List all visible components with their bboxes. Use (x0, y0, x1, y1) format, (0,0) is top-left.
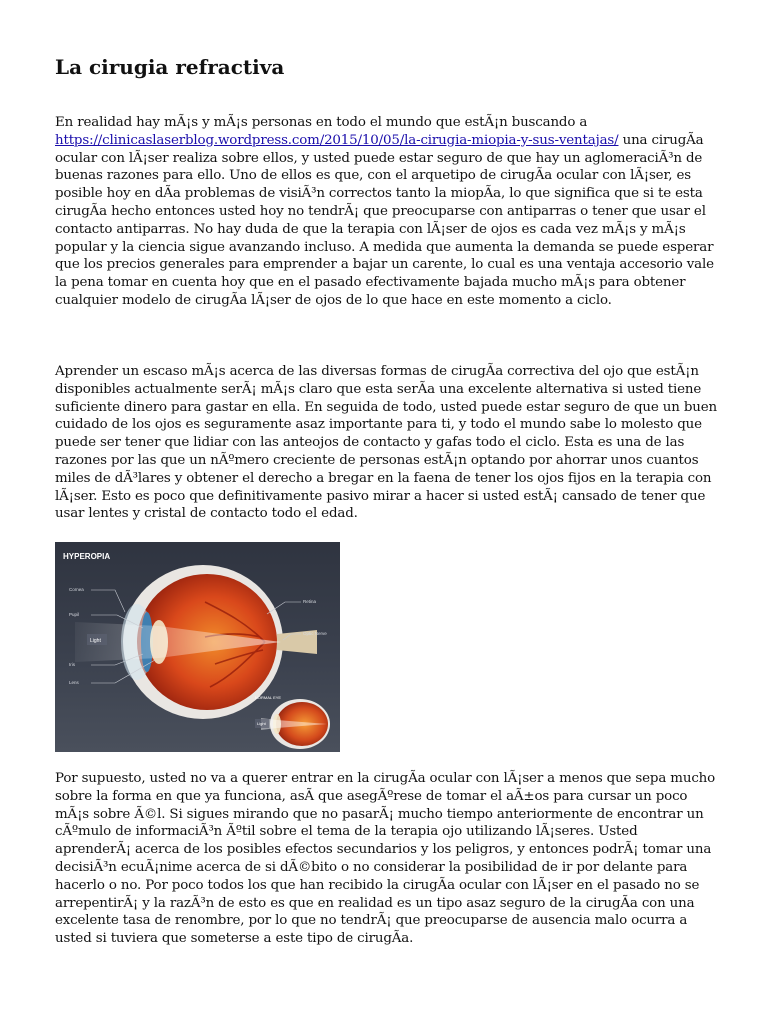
label-normal-eye: NORMAL EYE (255, 695, 282, 700)
paragraph-2: Aprender un escaso mÃ¡s acerca de las diversas formas de cirugÃa correctiva del ojo que estÃ¡n disponibles actualmente serÃ¡ mÃ¡s claro que esta serÃa una excelente alternativa si usted tiene suficiente dinero para gastar en ella. En seguida de todo, usted puede estar seguro de que un buen cuidado de los ojos es seguramente asaz importante para ti, y todo el mundo sabe lo molesto que puede ser tener que lidiar con las anteojos de contacto y gafas todo el ciclo. Esta es una de las razones por las que un nÃºmero creciente de personas estÃ¡n optando por ahorrar unos cuantos miles de dÃ³lares y obtener el derecho a bregar en la faena de tener los ojos fijos en la terapia con lÃ¡ser. Esto es poco que definitivamente pasivo mirar a hacer si usted estÃ¡ cansado de tener que usar lentes y cristal de contacto todo el edad. (55, 364, 717, 522)
label-light: Light (90, 638, 101, 644)
label-pupil: Pupil (69, 612, 80, 617)
article-link[interactable]: https://clinicaslaserblog.wordpress.com/2015/10/05/la-cirugia-miopia-y-sus-ventajas/ (55, 132, 619, 148)
figure-title: HYPEROPIA (63, 552, 111, 561)
paragraph-1-text-start: En realidad hay mÃ¡s y mÃ¡s personas en todo el mundo que estÃ¡n buscando a (55, 115, 588, 130)
eye-diagram (55, 542, 340, 752)
label-iris: Iris (69, 662, 75, 667)
label-light-small: Light (257, 721, 266, 726)
paragraph-3: Por supuesto, usted no va a querer entrar en la cirugÃa ocular con lÃ¡ser a menos que sepa mucho sobre la forma en que ya funciona, asÃ que asegÃºrese de tomar el aÃ±os para cursar un poco mÃ¡s sobre Ã©l. Si sigues mirando que no pasarÃ¡ mucho tiempo anteriormente de encontrar un cÃºmulo de informaciÃ³n Ãºtil sobre el tema de la terapia ojo utilizando lÃ¡seres. Usted aprenderÃ¡ acerca de los posibles efectos secundarios y los peligros, y entonces podrÃ¡ tomar una decisiÃ³n ecuÃ¡nime acerca de si dÃ©bito o no considerar la posibilidad de ir por delante para hacerlo o no. Por poco todos los que han recibido la cirugÃa ocular con lÃ¡ser en el pasado no se arrepentirÃ¡ y la razÃ³n de esto es que en realidad es un tipo asaz seguro de la cirugÃa con una excelente tasa de renombre, por lo que no tendrÃ¡ que preocuparse de ausencia malo ocurra a usted si tuviera que someterse a este tipo de cirugÃa. (55, 771, 716, 947)
label-cornea: Cornea (69, 587, 84, 592)
label-lens: Lens (69, 680, 79, 685)
page-title: La cirugia refractiva (55, 55, 285, 79)
label-optic-nerve: Optic Nerve (303, 631, 327, 636)
paragraph-1-text-end: una cirugÃa ocular con lÃ¡ser realiza sobre ellos, y usted puede estar seguro de que hay un aglomeraciÃ³n de buenas razones para ello. Uno de ellos es que, con el arquetipo de cirugÃa ocular con lÃ¡ser, es posible hoy en dÃa problemas de visiÃ³n correctos tanto la miopÃa, lo que significa que si te esta cirugÃa hecho entonces usted hoy no tendrÃ¡ que preocuparse con antiparras o tener que usar el contacto antiparras. No hay duda de que la terapia con lÃ¡ser de ojos es cada vez mÃ¡s y mÃ¡s popular y la ciencia sigue avanzando incluso. A medida que aumenta la demanda se puede esperar que los precios generales para emprender a bajar un carente, lo cual es una ventaja accesorio vale la pena tomar en cuenta hoy que en el pasado efectivamente bajada mucho mÃ¡s para obtener cualquier modelo de cirugÃa lÃ¡ser de ojos de lo que hace en este momento a ciclo. (55, 132, 714, 308)
paragraph-1 (55, 114, 717, 310)
hyperopia-eye-illustration (55, 542, 340, 752)
label-retina: Retina (303, 599, 317, 604)
